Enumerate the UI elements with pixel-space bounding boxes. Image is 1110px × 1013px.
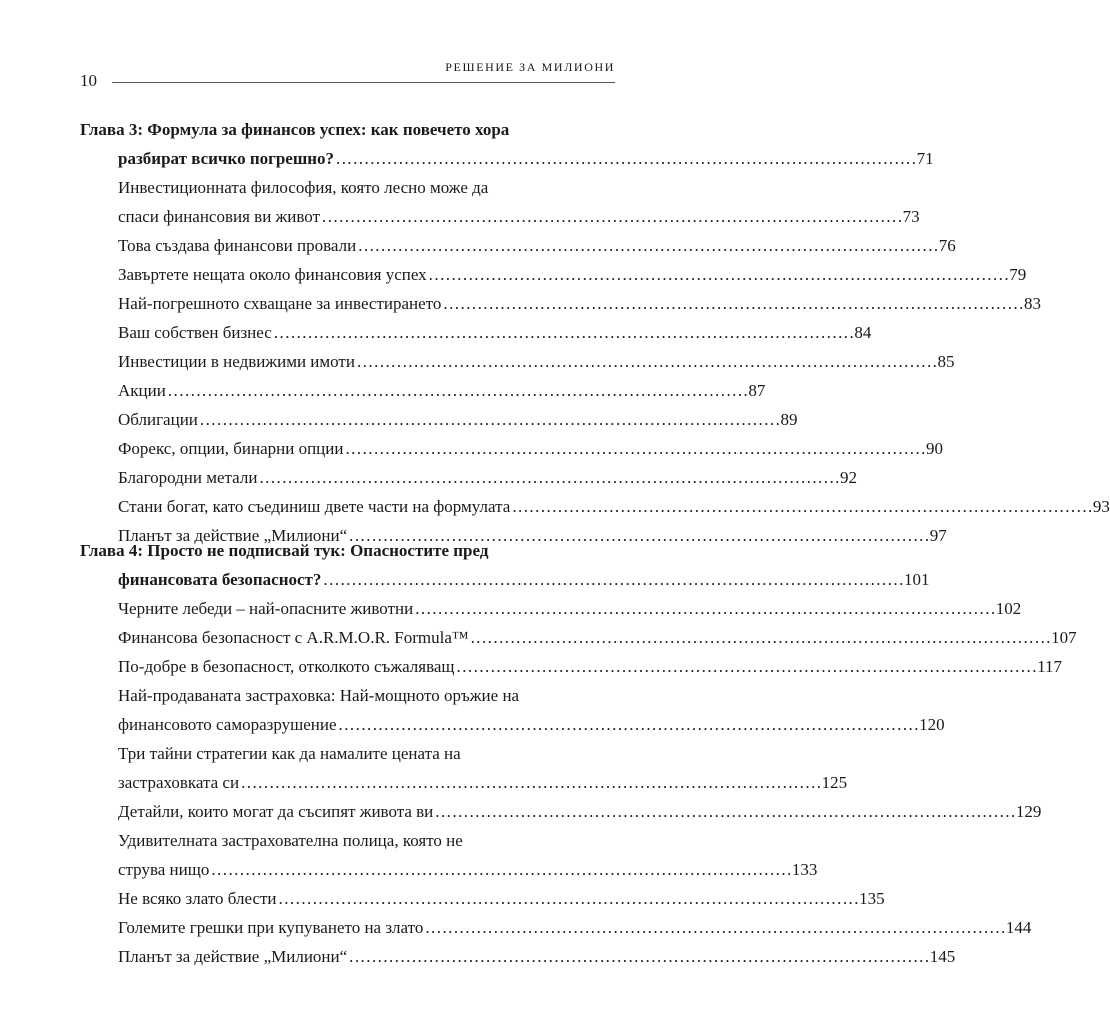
chapter-heading: Глава 3: Формула за финансов успех: как повечето хора — [80, 120, 510, 139]
toc-entry-page: 97 — [929, 526, 947, 545]
toc-entry-title: Благородни метали — [118, 468, 258, 487]
toc-entry-page: 83 — [1023, 294, 1041, 313]
dot-leader — [322, 202, 901, 231]
toc-entry — [80, 913, 1032, 942]
dot-leader — [259, 463, 838, 492]
toc-entry-page: 133 — [791, 860, 818, 879]
dot-leader — [200, 405, 779, 434]
toc-entry-page: 144 — [1005, 918, 1032, 937]
chapter-heading-entry — [80, 565, 930, 594]
toc-entry — [80, 652, 1062, 681]
toc-entry-title: Ваш собствен бизнес — [118, 323, 272, 342]
page-number: 10 — [80, 71, 97, 90]
toc-entry-title: Черните лебеди – най-опасните животни — [118, 599, 414, 618]
toc-entry-title: Детайли, които могат да съсипят живота ви — [118, 802, 434, 821]
dot-leader — [274, 318, 853, 347]
toc-entry-page: 120 — [919, 715, 945, 734]
dot-leader — [435, 797, 1014, 826]
toc-entry — [80, 710, 945, 739]
toc-entry-title: Стани богат, като съединиш двете части на формулата — [118, 497, 511, 516]
dot-leader — [457, 652, 1036, 681]
dot-leader — [471, 623, 1050, 652]
dot-leader — [339, 710, 918, 739]
toc-entry-page: 85 — [937, 352, 955, 371]
toc-entry-page: 92 — [840, 468, 857, 487]
toc-entry-page: 129 — [1015, 802, 1042, 821]
toc-entry — [80, 463, 857, 492]
toc-entry-page: 76 — [938, 236, 956, 255]
toc-entry — [80, 942, 956, 971]
toc-chapter-3 — [80, 115, 1110, 550]
toc-entry — [80, 768, 848, 797]
dot-leader — [336, 144, 915, 173]
dot-leader — [512, 492, 1091, 521]
dot-leader — [279, 884, 858, 913]
toc-entry-title: Големите грешки при купуването на злато — [118, 918, 424, 937]
toc-entry-page: 107 — [1051, 628, 1077, 647]
page-header — [80, 60, 615, 90]
toc-entry-title: Инвестиции в недвижими имоти — [118, 352, 355, 371]
toc-entry — [80, 492, 1110, 521]
chapter-heading-entry-title: финансовата безопасност? — [118, 570, 322, 589]
toc-entry-title: Не всяко злато блести — [118, 889, 277, 908]
toc-entry-line: Удивителната застрахователна полица, която не — [118, 831, 463, 850]
header-rule — [112, 82, 615, 83]
toc-entry — [80, 260, 1027, 289]
toc-entry-title: Най-погрешното схващане за инвестирането — [118, 294, 442, 313]
toc-entry — [80, 202, 920, 231]
toc-entry — [80, 318, 872, 347]
toc-entry-title: Облигации — [118, 410, 198, 429]
toc-entry — [80, 347, 955, 376]
toc-entry-page: 90 — [926, 439, 944, 458]
dot-leader — [425, 913, 1004, 942]
toc-entry-title: Финансова безопасност с A.R.M.O.R. Formula™ — [118, 628, 469, 647]
dot-leader — [429, 260, 1008, 289]
chapter-heading-entry-page: 71 — [916, 149, 934, 168]
toc-entry-page: 93 — [1092, 497, 1110, 516]
dot-leader — [168, 376, 747, 405]
toc-entry-title: Акции — [118, 381, 166, 400]
dot-leader — [443, 289, 1022, 318]
toc-entry — [80, 884, 885, 913]
toc-entry-page: 102 — [995, 599, 1022, 618]
toc-entry-title: финансовото саморазрушение — [118, 715, 337, 734]
dot-leader — [241, 768, 820, 797]
toc-entry-page: 79 — [1009, 265, 1027, 284]
toc-entry-line: Инвестиционната философия, която лесно може да — [118, 178, 489, 197]
dot-leader — [357, 347, 936, 376]
toc-entry-page: 87 — [748, 381, 766, 400]
toc-entry — [80, 405, 798, 434]
toc-entry-page: 84 — [854, 323, 872, 342]
dot-leader — [211, 855, 790, 884]
chapter-heading: Глава 4: Просто не подписвай тук: Опасностите пред — [80, 541, 489, 560]
toc-entry-title: спаси финансовия ви живот — [118, 207, 321, 226]
chapter-heading-entry-title: разбират всичко погрешно? — [118, 149, 334, 168]
toc-entry-title: струва нищо — [118, 860, 210, 879]
toc-entry-title: Планът за действие „Милиони“ — [118, 947, 348, 966]
toc-chapter-4 — [80, 536, 1077, 971]
toc-entry-title: застраховката си — [118, 773, 240, 792]
dot-leader — [358, 231, 937, 260]
toc-entry-title: Форекс, опции, бинарни опции — [118, 439, 344, 458]
toc-entry-title: Завъртете нещата около финансовия успех — [118, 265, 427, 284]
toc-entry-title: Планът за действие „Милиони“ — [118, 526, 348, 545]
dot-leader — [345, 434, 924, 463]
toc-entry-title: Това създава финансови провали — [118, 236, 357, 255]
toc-entry — [80, 434, 944, 463]
toc-entry — [80, 289, 1041, 318]
toc-entry-line: Най-продаваната застраховка: Най-мощното оръжие на — [118, 686, 520, 705]
toc-entry-title: По-добре в безопасност, отколкото съжаляващ — [118, 657, 455, 676]
toc-entry-page: 145 — [929, 947, 956, 966]
toc-entry-line: Три тайни стратегии как да намалите цената на — [118, 744, 461, 763]
chapter-heading-entry-page: 101 — [903, 570, 930, 589]
toc-entry-page: 117 — [1037, 657, 1062, 676]
toc-entry-page: 89 — [780, 410, 798, 429]
dot-leader — [323, 565, 902, 594]
toc-entry-page: 135 — [859, 889, 885, 908]
chapter-heading-entry — [80, 144, 934, 173]
toc-entry-page: 125 — [821, 773, 848, 792]
toc-entry — [80, 594, 1022, 623]
dot-leader — [349, 942, 928, 971]
running-title: РЕШЕНИЕ ЗА МИЛИОНИ — [445, 60, 615, 74]
toc-entry — [80, 623, 1077, 652]
toc-entry-page: 73 — [902, 207, 920, 226]
toc-entry — [80, 797, 1042, 826]
dot-leader — [415, 594, 994, 623]
toc-entry — [80, 231, 956, 260]
toc-entry — [80, 376, 766, 405]
toc-entry — [80, 855, 818, 884]
